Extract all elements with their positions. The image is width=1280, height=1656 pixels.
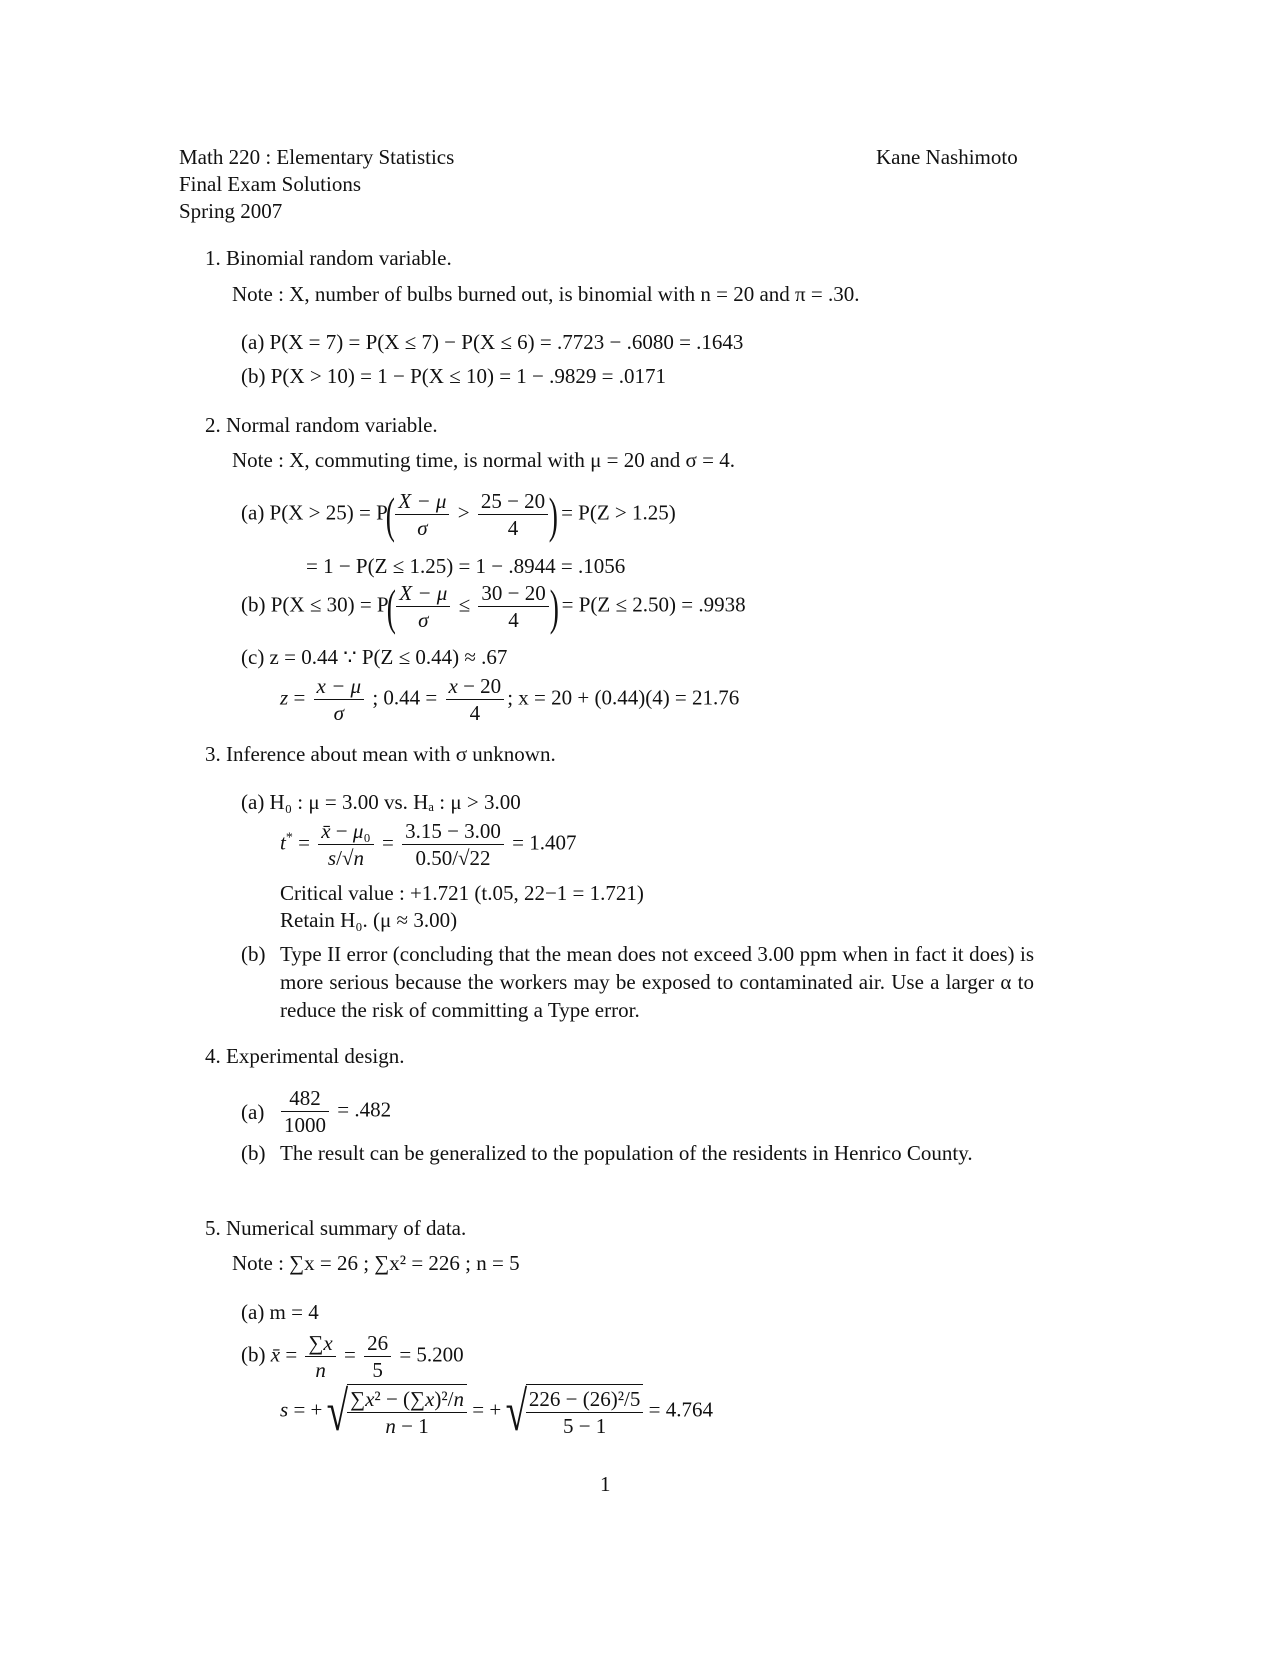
document-subtitle: Final Exam Solutions xyxy=(179,172,362,196)
q3-hypotheses: (a) H₀ : μ = 3.00 vs. Hₐ : μ > 3.00 xyxy=(241,790,521,814)
proportion-fraction: $\frac{482}{1000}$ xyxy=(281,1085,329,1138)
course-title: Math 220 : Elementary Statistics xyxy=(179,145,455,169)
q3-title: 3. Inference about mean with σ unknown. xyxy=(205,742,556,766)
paren-left: ( xyxy=(386,578,396,635)
q2-note: Note : X, commuting time, is normal with μ = 20 and σ = 4. xyxy=(232,448,735,472)
q4-title: 4. Experimental design. xyxy=(205,1044,405,1068)
q5-title: 5. Numerical summary of data. xyxy=(205,1216,467,1240)
paren-right: ) xyxy=(549,578,559,635)
page-number: 1 xyxy=(600,1472,611,1496)
q4-part-a xyxy=(278,1085,391,1138)
q3-decision: Retain H₀. (μ ≈ 3.00) xyxy=(280,908,458,932)
q4-part-b-text: The result can be generalized to the population of the residents in Henrico County. xyxy=(280,1141,973,1165)
q3-part-b-text: Type II error (concluding that the mean does not exceed 3.00 ppm when in fact it does) is more serious because the workers may be exposed to contaminated air. Use a larger α to reduce the risk of committing a Type error. xyxy=(280,942,1034,1022)
q2-title: 2. Normal random variable. xyxy=(205,413,438,437)
q3-part-b-label: (b) xyxy=(241,942,266,966)
value-fraction: $\frac{30 - 20}{4}$ xyxy=(478,580,548,633)
mean-result: = 5.200 xyxy=(399,1342,464,1367)
sqrt-formula: √ $\frac{\text{∑x² − (∑x)²/n}}{n - 1}$ xyxy=(322,1384,467,1439)
q1-note: Note : X, number of bulbs burned out, is binomial with n = 20 and π = .30. xyxy=(232,282,860,306)
q3-t-statistic: t* = $\frac{\text{x̄ − μ₀}}{s/√n}$ = $\frac{3.15 - 3.00}{0.50/√22}$ = 1.407 xyxy=(280,819,577,870)
standardize-fraction: $\frac{X - \mu}{\sigma}$ xyxy=(396,580,450,633)
q5-part-a: (a) m = 4 xyxy=(241,1300,319,1324)
q2-part-a-line2: = 1 − P(Z ≤ 1.25) = 1 − .8944 = .1056 xyxy=(306,554,626,578)
std-dev-result: = 4.764 xyxy=(648,1397,713,1422)
standardize-fraction: $\frac{X - \mu}{\sigma}$ xyxy=(395,488,449,541)
q1-title: 1. Binomial random variable. xyxy=(205,246,452,270)
q5-std-dev: s = +√ $\frac{\text{∑x² − (∑x)²/n}}{n - 1}$ = +√ $\frac{\text{226 − (26)²/5}}{5 - 1}$ = 4.764 xyxy=(280,1380,713,1443)
z-fraction: $\frac{x - \mu}{\sigma}$ xyxy=(314,673,365,726)
q3-critical-value: Critical value : +1.721 (t.05, 22−1 = 1.721) xyxy=(280,881,644,905)
q2-a-rhs: = P(Z > 1.25) xyxy=(561,500,676,525)
t-result: = 1.407 xyxy=(512,830,577,855)
q5-note: Note : ∑x = 26 ; ∑x² = 226 ; n = 5 xyxy=(232,1251,520,1275)
q2-part-a: (a) P(X > 25) = P( $\frac{X - \mu}{\sigma}$ > $\frac{25 - 20}{4}$ ) = P(Z > 1.25) xyxy=(241,486,676,543)
q5-part-b-mean: (b) x̄ = $\frac{\sum x}{n}$ = $\frac{26}{5}$ = 5.200 xyxy=(241,1331,464,1382)
author: Kane Nashimoto xyxy=(876,145,1018,169)
q2-b-rhs: = P(Z ≤ 2.50) = .9938 xyxy=(561,592,746,617)
q2-part-c-formula: z = $\frac{x - \mu}{\sigma}$ ; 0.44 = $\frac{x - 20}{4}$ ; x = 20 + (0.44)(4) = 21.76 xyxy=(280,674,740,725)
q2-c-tail: ; x = 20 + (0.44)(4) = 21.76 xyxy=(507,685,740,710)
q2-part-c: (c) z = 0.44 ∵ P(Z ≤ 0.44) ≈ .67 xyxy=(241,645,508,669)
q2-part-b: (b) P(X ≤ 30) = P( $\frac{X - \mu}{\sigma}$ ≤ $\frac{30 - 20}{4}$ ) = P(Z ≤ 2.50) = .9938 xyxy=(241,578,746,635)
mean-value-fraction: $\frac{26}{5}$ xyxy=(364,1330,391,1383)
q4-part-a-label: (a) xyxy=(241,1100,265,1124)
paren-right: ) xyxy=(548,486,559,543)
term: Spring 2007 xyxy=(179,199,283,223)
t-formula-fraction: $\frac{\text{x̄ − μ₀}}{s/√n}$ xyxy=(318,818,374,871)
q2-b-lhs: (b) P(X ≤ 30) = P xyxy=(241,592,389,617)
mean-formula-fraction: $\frac{\sum x}{n}$ xyxy=(305,1330,335,1383)
sqrt-values: √ $\frac{\text{226 − (26)²/5}}{5 - 1}$ xyxy=(501,1384,643,1439)
x-fraction: $\frac{x - 20}{4}$ xyxy=(446,673,505,726)
q1-part-a: (a) P(X = 7) = P(X ≤ 7) − P(X ≤ 6) = .7723 − .6080 = .1643 xyxy=(241,330,744,354)
q4-part-b-label: (b) xyxy=(241,1141,266,1165)
value-fraction: $\frac{25 - 20}{4}$ xyxy=(478,488,548,541)
t-value-fraction: $\frac{3.15 - 3.00}{0.50/√22}$ xyxy=(402,818,504,871)
q4-a-result: = .482 xyxy=(337,1097,392,1122)
q1-part-b: (b) P(X > 10) = 1 − P(X ≤ 10) = 1 − .9829 = .0171 xyxy=(241,364,666,388)
paren-left: ( xyxy=(385,486,395,543)
q2-a-lhs: (a) P(X > 25) = P xyxy=(241,500,388,525)
